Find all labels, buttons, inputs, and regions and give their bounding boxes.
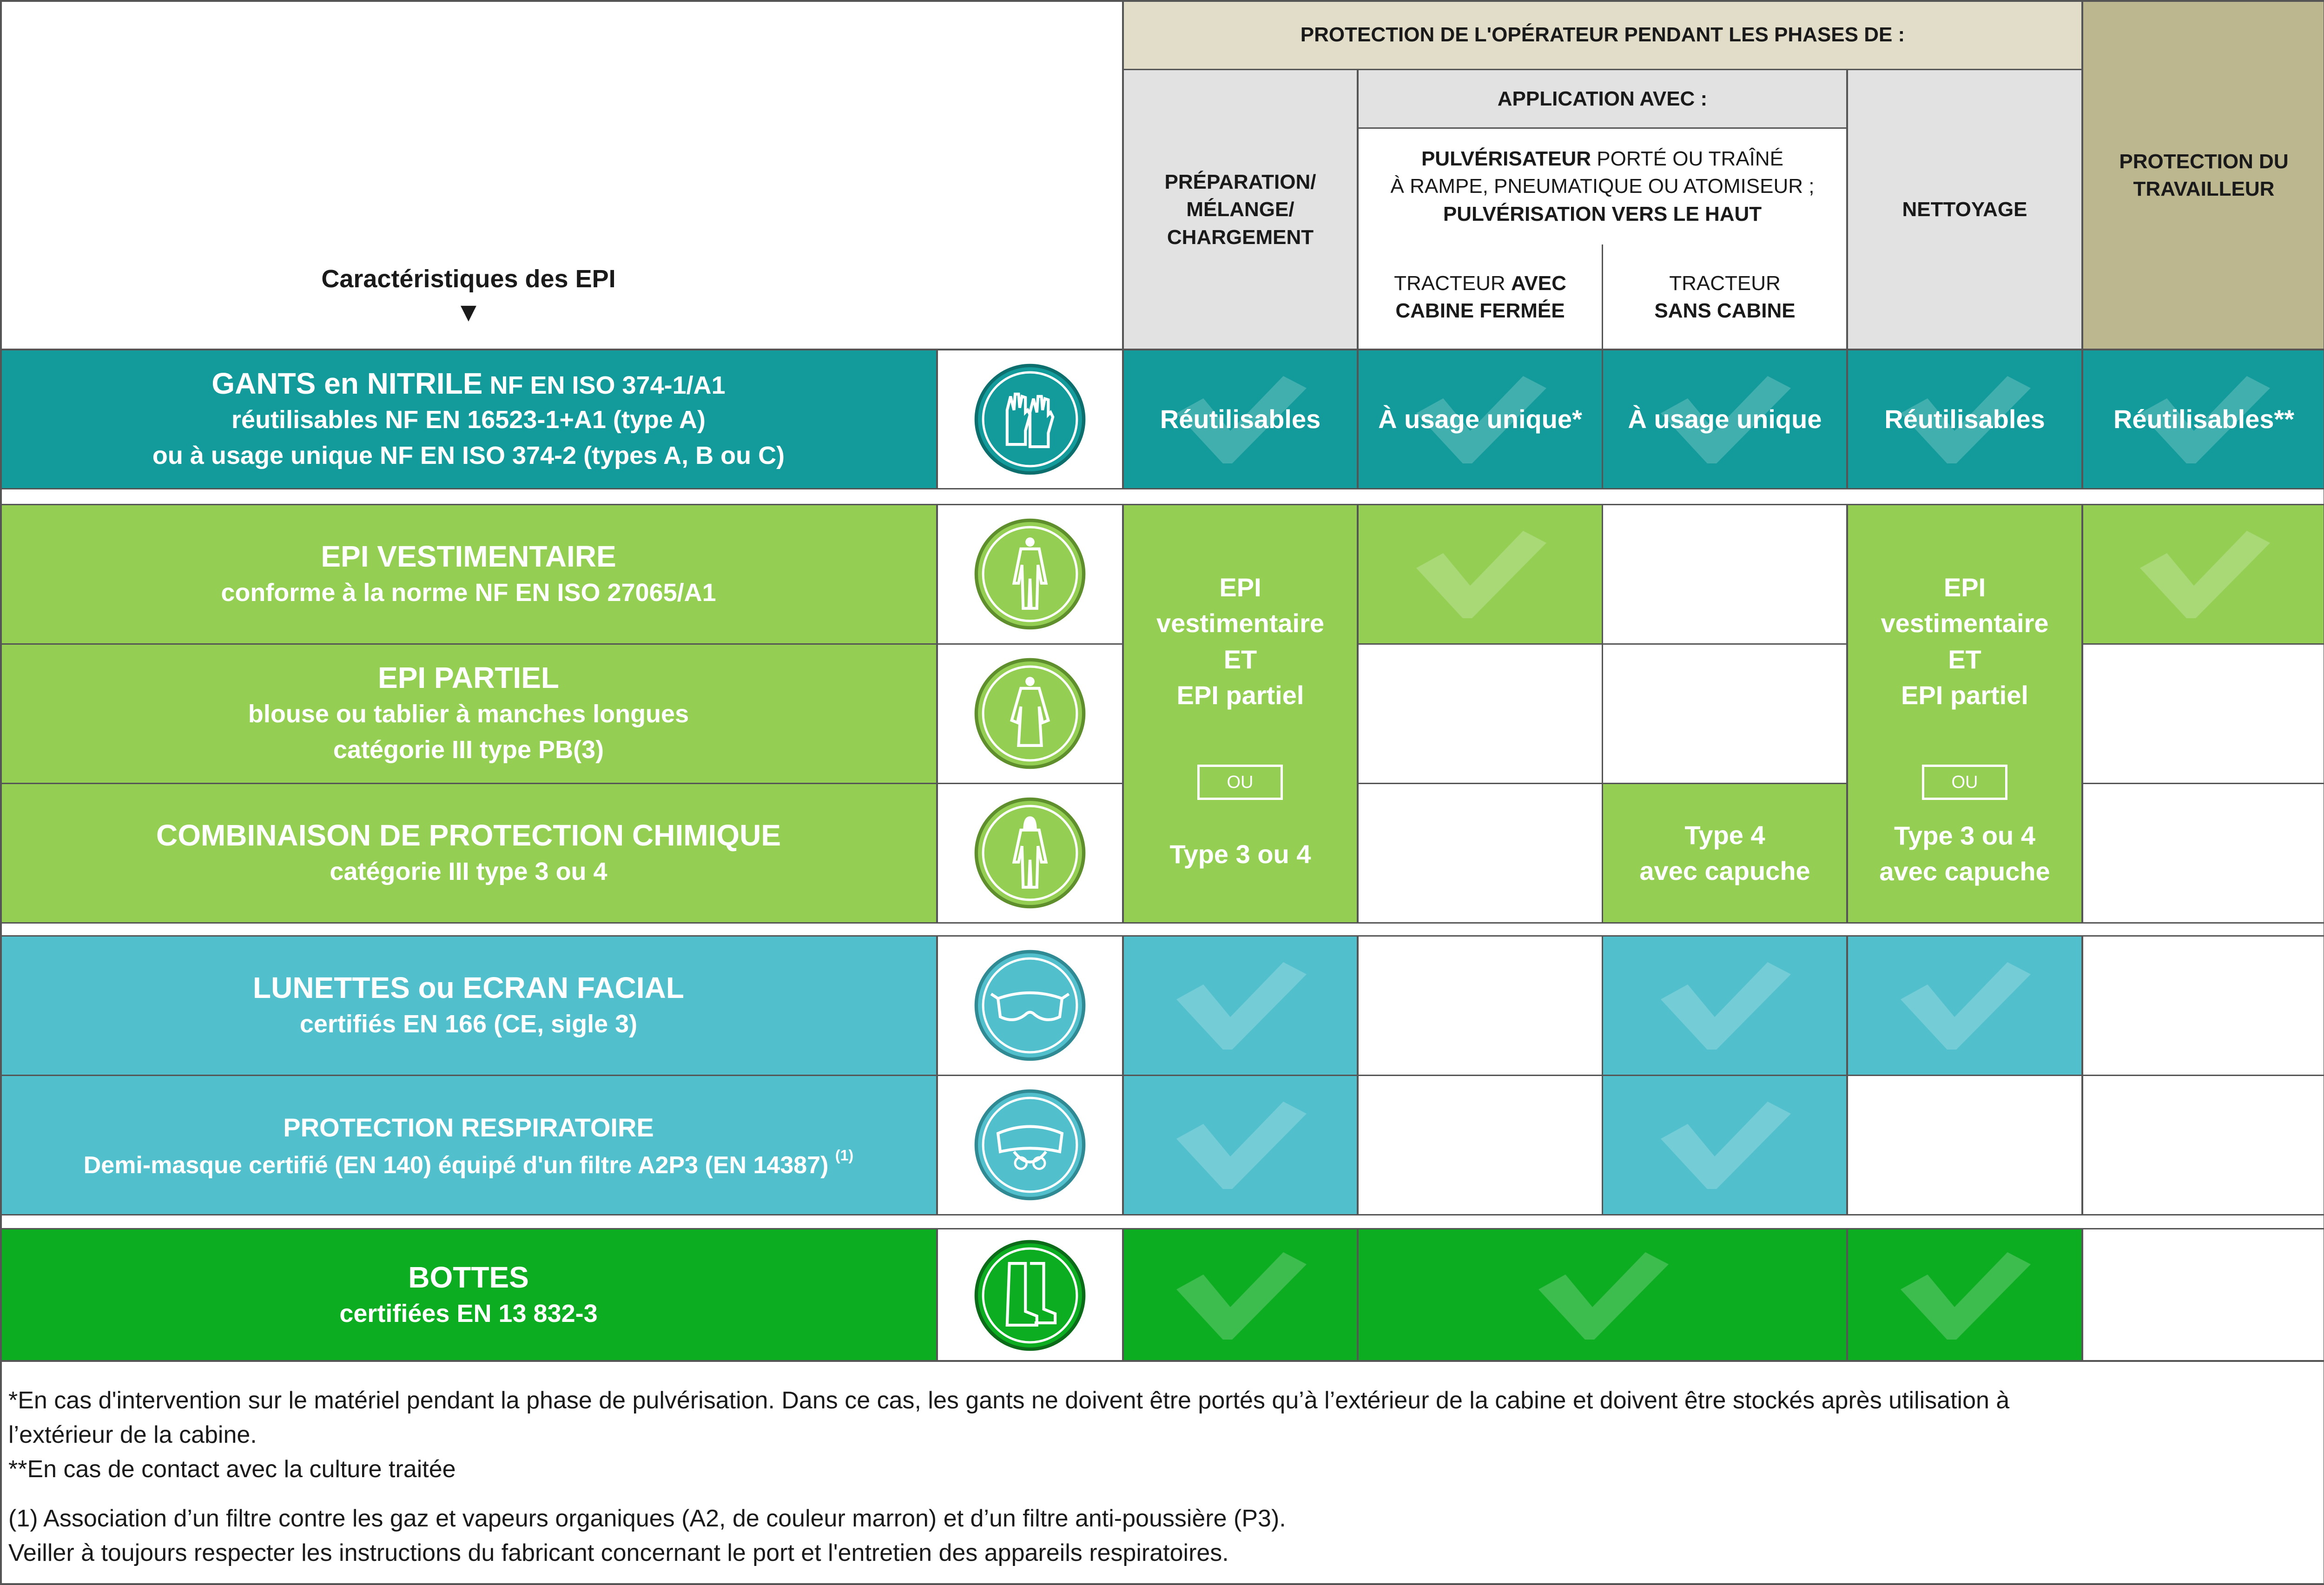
footnote-respirator: Veiller à toujours respecter les instructions du fabricant concernant le port et l'entretien des appareils respiratoires. bbox=[8, 1539, 1229, 1566]
cabine-header: TRACTEUR AVEC CABINE FERMÉE bbox=[1358, 244, 1603, 350]
sans-cabine-header: TRACTEUR SANS CABINE bbox=[1603, 244, 1847, 350]
preparation-header: PRÉPARATION/ MÉLANGE/ CHARGEMENT bbox=[1123, 70, 1358, 350]
epi-characteristics-title: Caractéristiques des EPI bbox=[321, 264, 616, 293]
footnotes-box bbox=[0, 1362, 2324, 1585]
footnote-filter: (1) Association d’un filtre contre les gaz et vapeurs organiques (A2, de couleur marron) et d’un filtre anti-poussière (P3). bbox=[8, 1505, 1286, 1532]
footnote-culture: **En cas de contact avec la culture traitée bbox=[8, 1456, 456, 1483]
vestimentaire-label: EPI VESTIMENTAIRE conforme à la norme NF EN ISO 27065/A1 bbox=[0, 504, 937, 644]
travailleur-header: PROTECTION DU TRAVAILLEUR bbox=[2082, 0, 2324, 350]
check-mark-icon bbox=[1171, 957, 1310, 1054]
footnote-gloves: *En cas d'intervention sur le matériel pendant la phase de pulvérisation. Dans ce cas, les gants ne doivent être portés qu’à l’extérieur de la cabine et doivent être stockés après utilisation à bbox=[8, 1387, 2010, 1414]
vetements-nettoyage-cell: EPI vestimentaire ET EPI partiel OU Type 3 ou 4 avec capuche bbox=[1847, 504, 2082, 923]
check-mark-icon bbox=[1655, 957, 1795, 1054]
nettoyage-header: NETTOYAGE bbox=[1847, 70, 2082, 350]
gants-sans-cabine-cell: À usage unique bbox=[1603, 350, 1847, 489]
application-title: APPLICATION AVEC : bbox=[1497, 87, 1708, 111]
pulverisateur-header: PULVÉRISATEUR PORTÉ OU TRAÎNÉ À RAMPE, PNEUMATIQUE OU ATOMISEUR ; PULVÉRISATION VERS LE HAUT bbox=[1358, 128, 1847, 244]
check-mark-icon bbox=[1895, 957, 2034, 1054]
check-mark-icon bbox=[1533, 1247, 1672, 1344]
check-mark-icon bbox=[1171, 1247, 1310, 1344]
check-mark-icon bbox=[1171, 1096, 1310, 1194]
check-mark-icon bbox=[2134, 525, 2274, 623]
respiratoire-label: PROTECTION RESPIRATOIRE Demi-masque certifié (EN 140) équipé d'un filtre A2P3 (EN 14387) $^{(1)}$ bbox=[0, 1075, 937, 1215]
partiel-label: EPI PARTIEL blouse ou tablier à manches longues catégorie III type PB(3) bbox=[0, 644, 937, 783]
check-mark-icon bbox=[1411, 525, 1550, 623]
gants-nettoyage-cell: Réutilisables bbox=[1847, 350, 2082, 489]
gants-label: GANTS en NITRILE NF EN ISO 374-1/A1 réutilisables NF EN 16523-1+A1 (type A) ou à usage unique NF EN ISO 374-2 (types A, B ou C) bbox=[0, 350, 937, 489]
down-arrow-icon: ▼ bbox=[455, 297, 482, 327]
gants-travailleur-cell: Réutilisables** bbox=[2082, 350, 2324, 489]
combinaison-sans-cabine-cell: Type 4 avec capuche bbox=[1603, 783, 1847, 923]
combinaison-label: COMBINAISON DE PROTECTION CHIMIQUE catégorie III type 3 ou 4 bbox=[0, 783, 937, 923]
footnote-gloves-cont: l’extérieur de la cabine. bbox=[8, 1421, 257, 1448]
check-mark-icon bbox=[1655, 1096, 1795, 1194]
gants-preparation-cell: Réutilisables bbox=[1123, 350, 1358, 489]
ou-badge: OU bbox=[1197, 765, 1283, 800]
ou-badge: OU bbox=[1922, 765, 2007, 800]
bottes-label: BOTTES certifiées EN 13 832-3 bbox=[0, 1228, 937, 1362]
vetements-preparation-cell: EPI vestimentaire ET EPI partiel OU Type 3 ou 4 bbox=[1123, 504, 1358, 923]
check-mark-icon bbox=[1895, 1247, 2034, 1344]
gants-cabine-cell: À usage unique* bbox=[1358, 350, 1603, 489]
lunettes-label: LUNETTES ou ECRAN FACIAL certifiés EN 166 (CE, sigle 3) bbox=[0, 936, 937, 1075]
phases-title: PROTECTION DE L'OPÉRATEUR PENDANT LES PHASES DE : bbox=[1300, 23, 1905, 46]
